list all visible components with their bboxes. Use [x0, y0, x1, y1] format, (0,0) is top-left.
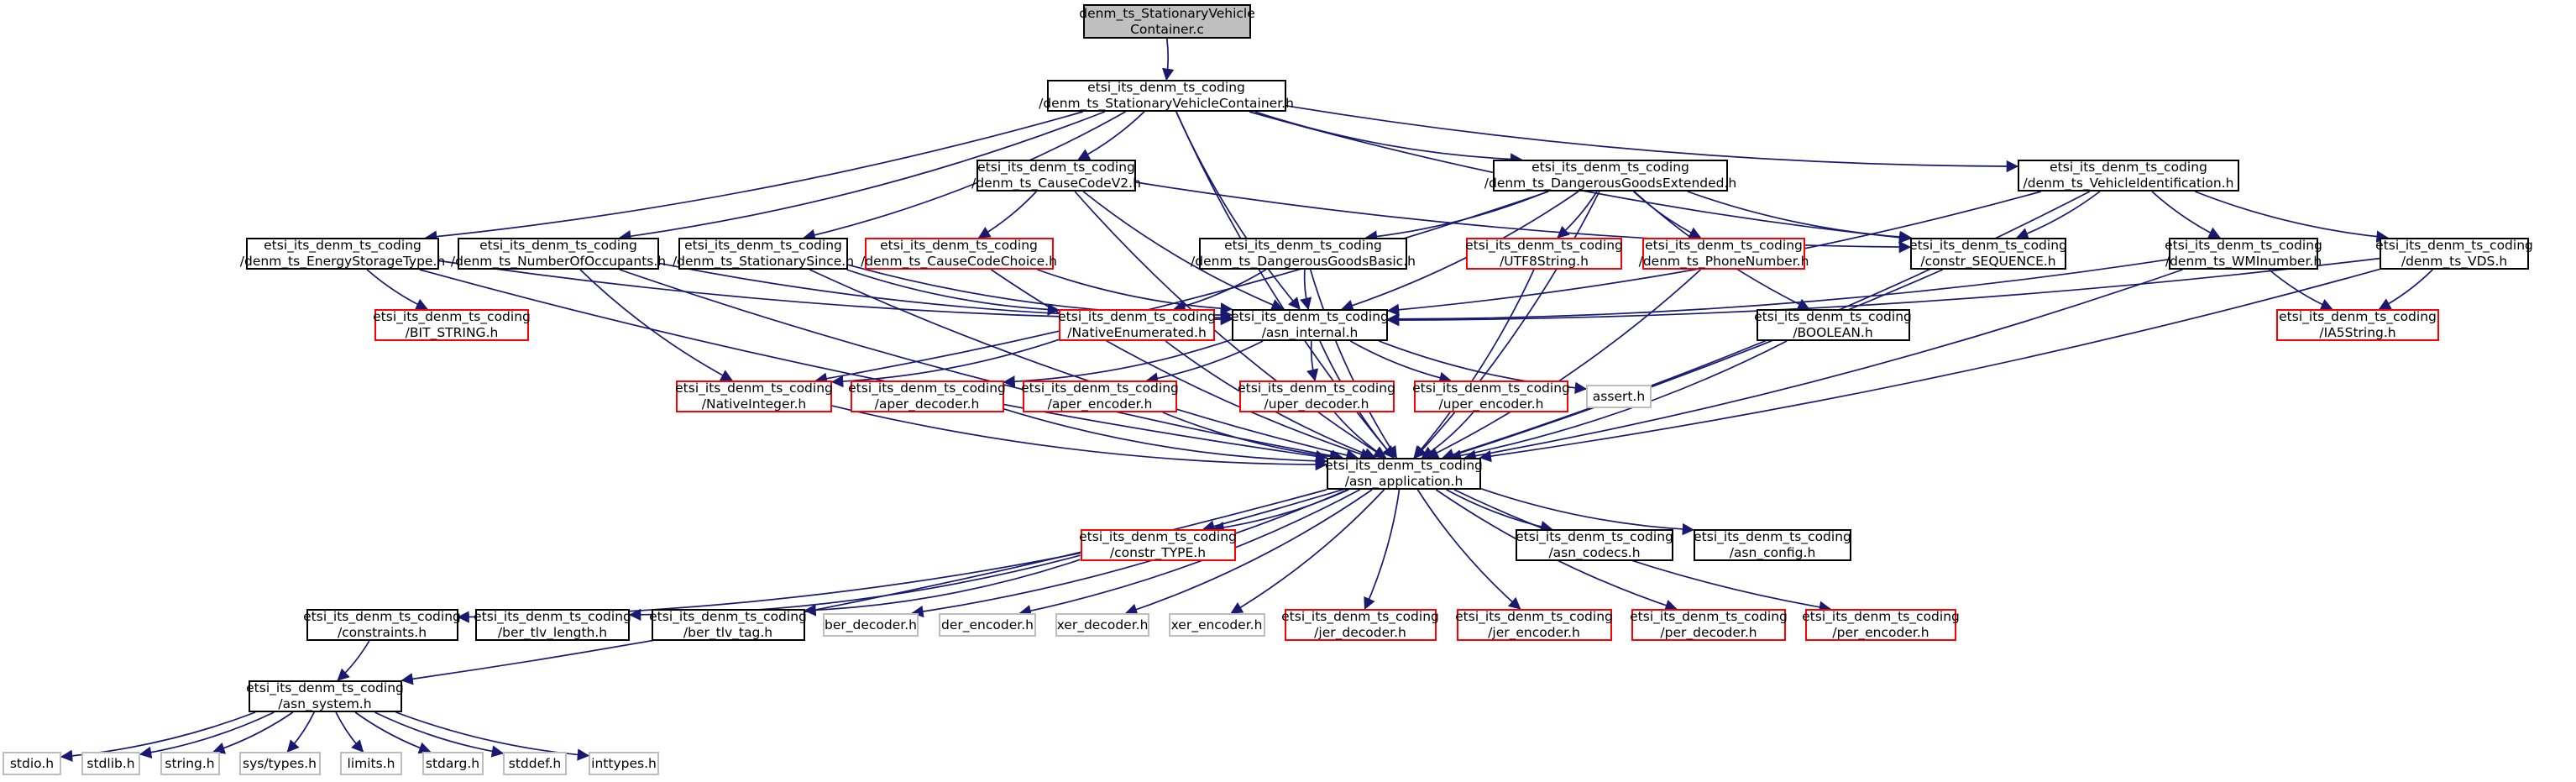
node-systypes [239, 752, 321, 775]
graph-edge [991, 270, 1371, 458]
graph-edge [1465, 270, 2183, 458]
node-label-line: limits.h [347, 755, 395, 771]
graph-edge [2152, 192, 2220, 238]
node-config[interactable] [1694, 529, 1851, 561]
graph-edge [1417, 490, 1520, 609]
node-asnsys[interactable] [246, 680, 404, 712]
node-label-line: etsi_its_denm_ts_coding [2279, 309, 2437, 324]
node-label-line: etsi_its_denm_ts_coding [1231, 309, 1389, 324]
node-label-line: etsi_its_denm_ts_coding [1281, 609, 1439, 624]
node-label-line: etsi_its_denm_ts_coding [675, 381, 833, 396]
node-label-line: etsi_its_denm_ts_coding [1645, 238, 1803, 253]
node-label-line: etsi_its_denm_ts_coding [303, 609, 461, 624]
node-boolean[interactable] [1754, 309, 1912, 341]
node-label-line: etsi_its_denm_ts_coding [977, 160, 1135, 175]
node-label-line: /BIT_STRING.h [405, 325, 499, 340]
node-label-line: /denm_ts_CauseCodeChoice.h [861, 254, 1057, 269]
node-label-line: etsi_its_denm_ts_coding [479, 238, 637, 253]
graph-edge [1174, 270, 1265, 309]
node-label-line: /denm_ts_EnergyStorageType.h [239, 254, 446, 269]
node-label-line: /asn_system.h [278, 696, 372, 711]
node-string [160, 752, 220, 775]
node-label-line: /IA5String.h [2319, 325, 2396, 340]
node-label-line: /denm_ts_DangerousGoodsBasic.h [1191, 254, 1416, 269]
node-label-line: etsi_its_denm_ts_coding [246, 680, 404, 695]
node-label-line: ber_decoder.h [825, 617, 917, 632]
node-label-line: /BOOLEAN.h [1793, 325, 1873, 340]
graph-edge [1286, 106, 2018, 166]
node-label-line: etsi_its_denm_ts_coding [649, 609, 807, 624]
graph-edge [338, 641, 369, 680]
graph-edge [61, 712, 255, 757]
node-label-line: etsi_its_denm_ts_coding [1694, 529, 1851, 544]
graph-edge [1231, 490, 1384, 613]
node-label-line: /denm_ts_StationaryVehicleContainer.h [1039, 96, 1294, 111]
node-asnint[interactable] [1232, 309, 1388, 341]
node-label-line: xer_decoder.h [1056, 617, 1149, 632]
graph-edge [816, 192, 1549, 381]
graph-edge [367, 270, 427, 309]
node-label-line: etsi_its_denm_ts_coding [2050, 160, 2207, 175]
graph-edge [805, 559, 1081, 611]
node-label-line: /per_encoder.h [1832, 625, 1929, 640]
node-limits [340, 752, 402, 775]
node-xerenc [1169, 613, 1265, 637]
node-label-line: Container.c [1130, 21, 1204, 37]
node-label-line: etsi_its_denm_ts_coding [1325, 458, 1483, 473]
node-perenc[interactable] [1802, 609, 1960, 641]
node-aperd[interactable] [848, 381, 1006, 412]
node-constraints[interactable] [303, 609, 461, 641]
graph-edge [1311, 270, 1397, 458]
node-cchoice[interactable] [861, 238, 1057, 270]
node-label-line: /constr_TYPE.h [1109, 545, 1207, 560]
node-codecs[interactable] [1516, 529, 1673, 561]
node-label-line: etsi_its_denm_ts_coding [1238, 381, 1395, 396]
node-label-line: /denm_ts_WMInumber.h [2165, 254, 2322, 269]
node-stdarg [422, 752, 484, 775]
graph-edge [2380, 270, 2433, 309]
graph-edge [1634, 192, 1701, 238]
node-label-line: /ber_tlv_tag.h [683, 625, 773, 640]
graph-edge [832, 339, 1059, 381]
graph-edge [1366, 192, 1547, 238]
node-upere[interactable] [1414, 381, 1568, 412]
graph-edge [1166, 39, 1168, 80]
node-xerdec [1055, 613, 1149, 637]
node-label-line: der_encoder.h [941, 617, 1034, 632]
node-dgb[interactable] [1191, 238, 1416, 270]
node-label-line: stdlib.h [86, 755, 135, 771]
graph-edge [1213, 490, 1349, 529]
node-label-line: etsi_its_denm_ts_coding [1058, 309, 1216, 324]
node-bitstr[interactable] [374, 309, 529, 341]
graph-edge [1312, 341, 1316, 381]
node-label-line: etsi_its_denm_ts_coding [1909, 238, 2067, 253]
graph-edge [140, 712, 274, 754]
node-label-line: /aper_encoder.h [1047, 396, 1153, 412]
node-label-line: etsi_its_denm_ts_coding [474, 609, 631, 624]
node-label-line: etsi_its_denm_ts_coding [1079, 529, 1237, 544]
node-label-line: etsi_its_denm_ts_coding [1754, 309, 1912, 324]
node-dge[interactable] [1484, 160, 1737, 192]
graph-edge [2195, 192, 2387, 238]
graph-edge [1255, 112, 1521, 160]
node-natint[interactable] [676, 381, 832, 412]
node-label-line: /asn_internal.h [1261, 325, 1359, 340]
node-assert [1586, 385, 1652, 408]
node-label-line: /per_decoder.h [1660, 625, 1757, 640]
node-label-line: /denm_ts_CauseCodeV2.h [971, 176, 1141, 191]
node-svc[interactable] [1039, 80, 1294, 112]
node-label-line: /constr_SEQUENCE.h [1920, 254, 2056, 269]
graph-edge [620, 270, 1343, 458]
node-wmi[interactable] [2165, 238, 2322, 270]
node-derenc [939, 613, 1036, 637]
node-statsince[interactable] [672, 238, 855, 270]
node-label-line: /UTF8String.h [1500, 254, 1589, 269]
node-label-line: etsi_its_denm_ts_coding [1412, 381, 1570, 396]
node-label-line: etsi_its_denm_ts_coding [373, 309, 531, 324]
node-src [1079, 4, 1255, 39]
node-vds[interactable] [2375, 238, 2533, 270]
node-label-line: etsi_its_denm_ts_coding [1455, 609, 1613, 624]
graph-edge [355, 712, 430, 752]
graph-edge [402, 490, 1327, 680]
node-label-line: /uper_decoder.h [1264, 396, 1369, 412]
node-label-line: etsi_its_denm_ts_coding [1087, 80, 1245, 95]
node-bertlvtag[interactable] [649, 609, 807, 641]
graph-edge [1481, 489, 1694, 530]
node-label-line: /denm_ts_NumberOfOccupants.h [450, 254, 667, 269]
node-asnapp[interactable] [1327, 458, 1481, 490]
node-label-line: sys/types.h [243, 755, 317, 771]
node-label-line: denm_ts_StationaryVehicle [1079, 5, 1255, 21]
graph-edge [1305, 270, 1309, 309]
node-label-line: /NativeEnumerated.h [1067, 325, 1207, 340]
node-label-line: etsi_its_denm_ts_coding [1802, 609, 1960, 624]
node-label-line: /denm_ts_DangerousGoodsExtended.h [1484, 176, 1737, 191]
node-vid[interactable] [2018, 160, 2239, 192]
node-label-line: etsi_its_denm_ts_coding [264, 238, 421, 253]
node-label-line: /asn_config.h [1729, 545, 1816, 560]
node-label-line: /constraints.h [337, 625, 427, 640]
graph-edge [1558, 192, 1597, 238]
node-label-line: /NativeInteger.h [701, 396, 807, 412]
node-label-line: etsi_its_denm_ts_coding [2375, 238, 2533, 253]
graph-edge [809, 270, 1357, 458]
graph-edge [848, 265, 1232, 315]
node-stdio [3, 752, 61, 775]
node-label-line: /denm_ts_StationarySince.h [672, 254, 855, 269]
node-jerdec[interactable] [1281, 609, 1439, 641]
node-label-line: stddef.h [508, 755, 562, 771]
node-label-line: assert.h [1592, 388, 1646, 404]
graph-edge [1415, 192, 1600, 458]
node-apere[interactable] [1023, 381, 1177, 412]
node-label-line: etsi_its_denm_ts_coding [848, 381, 1006, 396]
graph-edge [832, 406, 1327, 464]
node-berdec [823, 613, 919, 637]
node-ia5[interactable] [2276, 309, 2439, 341]
node-phone[interactable] [1638, 238, 1809, 270]
node-label-line: /jer_encoder.h [1488, 625, 1580, 640]
node-utf8[interactable] [1466, 238, 1622, 270]
graph-edge [336, 712, 363, 752]
node-label-line: string.h [165, 755, 215, 771]
node-cseq[interactable] [1910, 238, 2066, 270]
node-label-line: /denm_ts_PhoneNumber.h [1638, 254, 1809, 269]
graph-edge [1447, 490, 1552, 529]
graph-edge [1480, 270, 2380, 458]
node-label-line: etsi_its_denm_ts_coding [1531, 160, 1689, 175]
graph-edge [374, 712, 503, 753]
node-uperd[interactable] [1239, 381, 1395, 412]
node-label-line: etsi_its_denm_ts_coding [1465, 238, 1623, 253]
graph-edge [1004, 409, 1327, 461]
node-label-line: etsi_its_denm_ts_coding [1516, 529, 1673, 544]
graph-edge [1176, 112, 1300, 309]
graph-edge [287, 712, 314, 752]
graph-edge [2269, 270, 2332, 309]
node-label-line: /asn_application.h [1344, 474, 1463, 489]
node-label-line: /jer_decoder.h [1314, 625, 1406, 640]
node-inttypes [589, 752, 659, 775]
graph-edge [979, 192, 1037, 238]
graph-edge [1335, 412, 1386, 458]
node-label-line: etsi_its_denm_ts_coding [1224, 238, 1382, 253]
node-label-line: etsi_its_denm_ts_coding [880, 238, 1038, 253]
graph-edge [580, 270, 732, 381]
node-energy[interactable] [239, 238, 446, 270]
graph-edge [1037, 270, 1232, 309]
node-perdec[interactable] [1631, 609, 1786, 641]
graph-edge [2017, 192, 2100, 238]
node-label-line: inttypes.h [591, 755, 657, 771]
graph-edge [1147, 341, 1263, 381]
node-label-line: etsi_its_denm_ts_coding [1021, 381, 1179, 396]
node-stddef [503, 752, 567, 775]
graph-edge [458, 554, 1081, 617]
node-stdlib [81, 752, 140, 775]
node-natenum[interactable] [1059, 309, 1215, 341]
node-label-line: etsi_its_denm_ts_coding [1630, 609, 1788, 624]
node-label-line: /denm_ts_VDS.h [2401, 254, 2508, 269]
node-bertlvlen[interactable] [475, 609, 630, 641]
graph-edge [1365, 490, 1400, 609]
node-ctype[interactable] [1081, 529, 1236, 561]
node-jerenc[interactable] [1457, 609, 1612, 641]
node-label-line: etsi_its_denm_ts_coding [2165, 238, 2322, 253]
node-label-line: /aper_decoder.h [874, 396, 980, 412]
node-label-line: stdio.h [9, 755, 55, 771]
node-label-line: /asn_codecs.h [1548, 545, 1641, 560]
node-label-line: etsi_its_denm_ts_coding [684, 238, 842, 253]
node-label-line: /ber_tlv_length.h [497, 625, 608, 640]
graph-edge [1414, 270, 1534, 458]
node-label-line: stdarg.h [425, 755, 480, 771]
node-label-line: /denm_ts_VehicleIdentification.h [2023, 176, 2234, 191]
node-numocc[interactable] [450, 238, 667, 270]
node-ccv2[interactable] [971, 160, 1141, 192]
node-label-line: xer_encoder.h [1170, 617, 1263, 632]
node-label-line: /uper_encoder.h [1438, 396, 1544, 412]
